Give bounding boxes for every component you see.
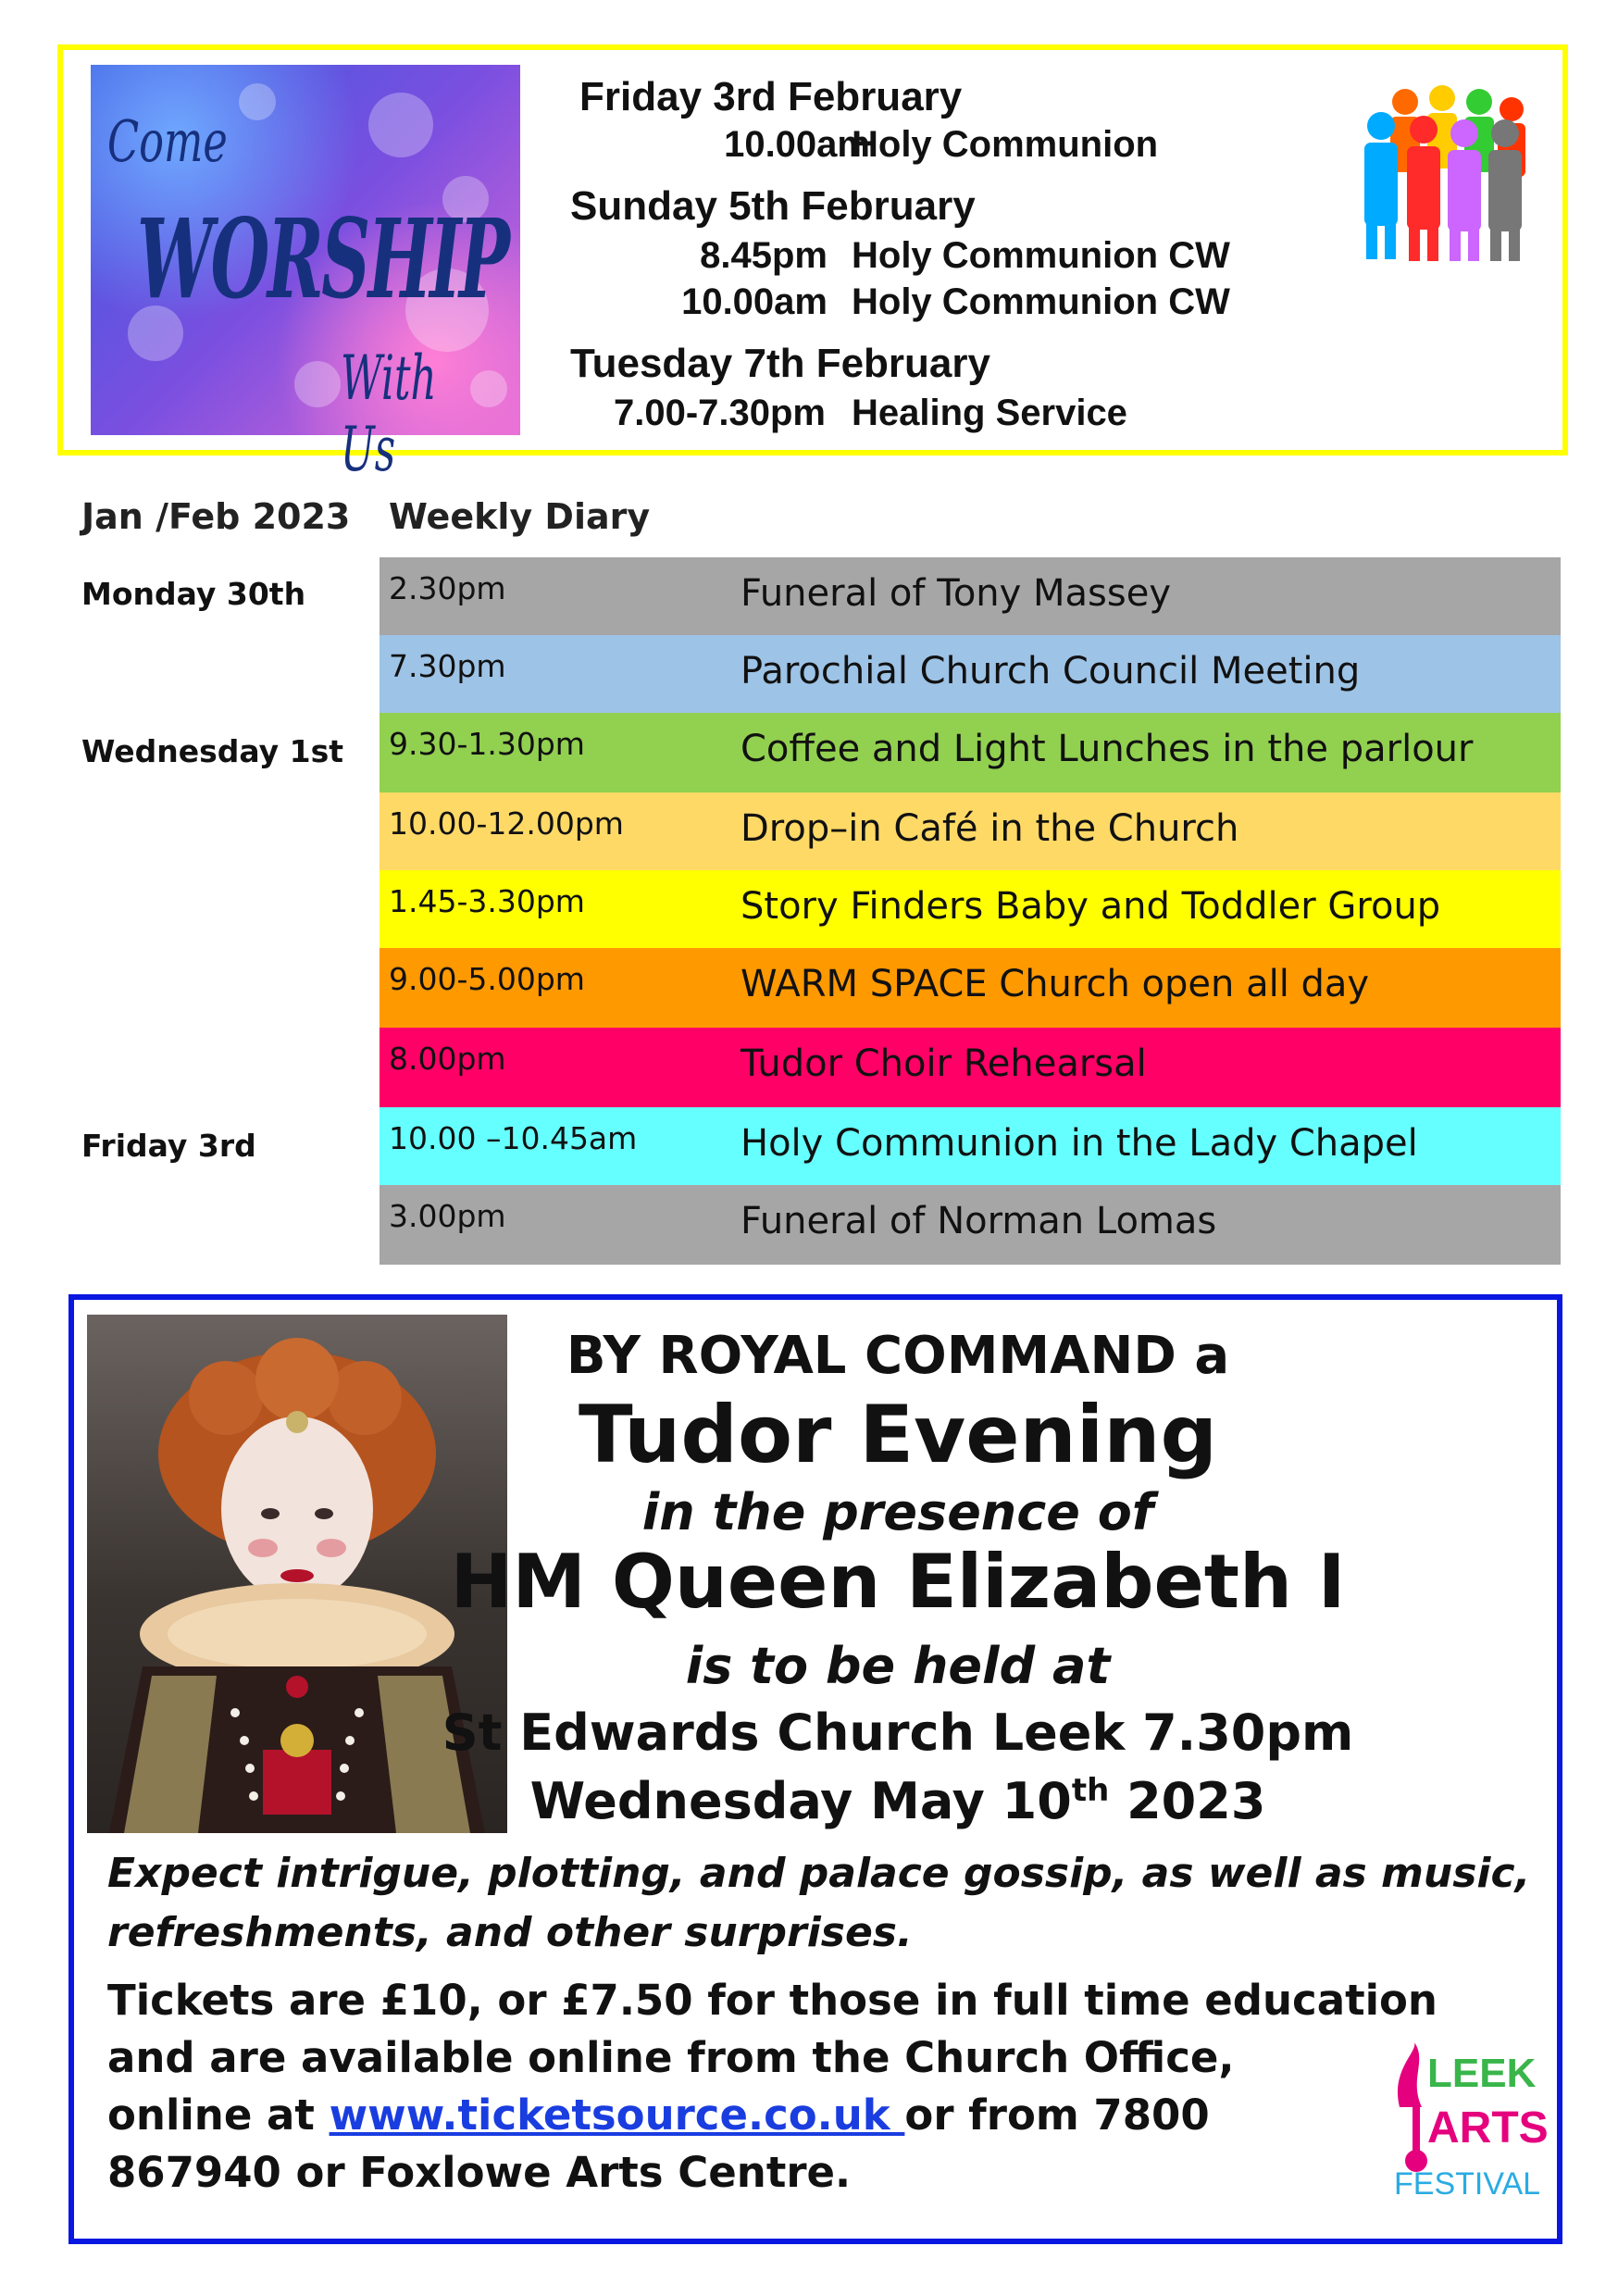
day-label-friday: Friday 3rd [81,1128,256,1164]
tudor-line-venue: St Edwards Church Leek 7.30pm [442,1703,1354,1762]
tudor-line-presence: in the presence of [641,1483,1154,1541]
diary-period: Jan /Feb 2023 [81,496,351,537]
diary-time: 1.45-3.30pm [389,883,585,919]
day-label-wednesday: Wednesday 1st [81,733,343,769]
date-text: Wednesday May 10 [529,1772,1072,1830]
diary-time: 7.30pm [389,648,506,684]
logo-festival: FESTIVAL [1394,2166,1541,2202]
diary-time: 10.00 –10.45am [389,1120,638,1156]
diary-row [380,1107,1561,1185]
service-time: 10.00am [681,281,828,322]
diary-event: WARM SPACE Church open all day [741,963,1370,1005]
tudor-line-held-at: is to be held at [685,1637,1111,1695]
ticketsource-link[interactable]: www.ticketsource.co.uk [329,2090,905,2140]
service-name: Healing Service [852,393,1127,433]
diary-time: 3.00pm [389,1198,506,1234]
service-day-friday: Friday 3rd February [579,74,963,119]
diary-event: Drop–in Café in the Church [741,807,1239,850]
tudor-expect-line-1: Expect intrigue, plotting, and palace gossip, as well as music, [107,1850,1531,1897]
day-label-monday: Monday 30th [81,576,306,612]
tudor-line-queen: HM Queen Elizabeth I [450,1539,1346,1625]
tickets-line-3 [107,2090,1210,2140]
diary-time: 10.00-12.00pm [389,805,624,842]
tickets-line-1: Tickets are £10, or £7.50 for those in full time education [107,1976,1438,2025]
tudor-expect-line-2: refreshments, and other surprises. [107,1909,913,1956]
diary-row [380,1028,1561,1107]
diary-event: Tudor Choir Rehearsal [741,1042,1147,1085]
come-worship-image [91,65,520,485]
diary-row [380,870,1561,948]
people-group-icon [1350,81,1535,267]
service-time: 7.00-7.30pm [613,393,826,433]
tickets-phone: or from 7800 [904,2090,1210,2140]
worship-box [57,44,1568,485]
diary-event: Coffee and Light Lunches in the parlour [741,728,1474,770]
tudor-evening-box [68,1294,1562,2244]
service-day-sunday: Sunday 5th February [570,183,976,229]
image-text-come: Come [107,107,228,175]
service-name: Holy Communion CW [852,281,1230,322]
date-ordinal: th [1071,1772,1110,1809]
tickets-online-at: online at [107,2090,330,2140]
diary-row [380,635,1561,713]
image-text-worship: WORSHIP [137,194,508,323]
diary-row [380,1185,1561,1265]
diary-event: Story Finders Baby and Toddler Group [741,885,1441,928]
diary-event: Parochial Church Council Meeting [741,650,1361,693]
diary-time: 9.00-5.00pm [389,961,585,997]
logo-leek: LEEK [1427,2051,1537,2096]
service-time: 10.00am [724,124,870,165]
diary-title: Weekly Diary [389,496,651,537]
tickets-line-4: 867940 or Foxlowe Arts Centre. [107,2148,852,2197]
date-year: 2023 [1109,1772,1266,1830]
diary-event: Funeral of Tony Massey [741,572,1172,615]
diary-time: 9.30-1.30pm [389,726,585,762]
diary-event: Holy Communion in the Lady Chapel [741,1122,1418,1165]
diary-row [380,948,1561,1028]
service-day-tuesday: Tuesday 7th February [570,341,990,386]
tudor-line-royal-command: BY ROYAL COMMAND a [566,1326,1230,1386]
diary-time: 2.30pm [389,570,506,606]
diary-row [380,713,1561,792]
service-time: 8.45pm [700,235,828,276]
tudor-evening-title: Tudor Evening [578,1389,1218,1481]
diary-row [380,557,1561,635]
tickets-line-2: and are available online from the Church Office, [107,2033,1235,2082]
tudor-line-date [389,1772,1407,1830]
diary-time: 8.00pm [389,1041,506,1077]
leek-arts-festival-logo [1390,2042,1549,2205]
diary-row [380,792,1561,870]
logo-arts: ARTS [1427,2103,1549,2152]
service-name: Holy Communion [852,124,1159,165]
service-name: Holy Communion CW [852,235,1230,276]
image-text-with-us: With Us [341,343,437,485]
diary-event: Funeral of Norman Lomas [741,1200,1217,1242]
